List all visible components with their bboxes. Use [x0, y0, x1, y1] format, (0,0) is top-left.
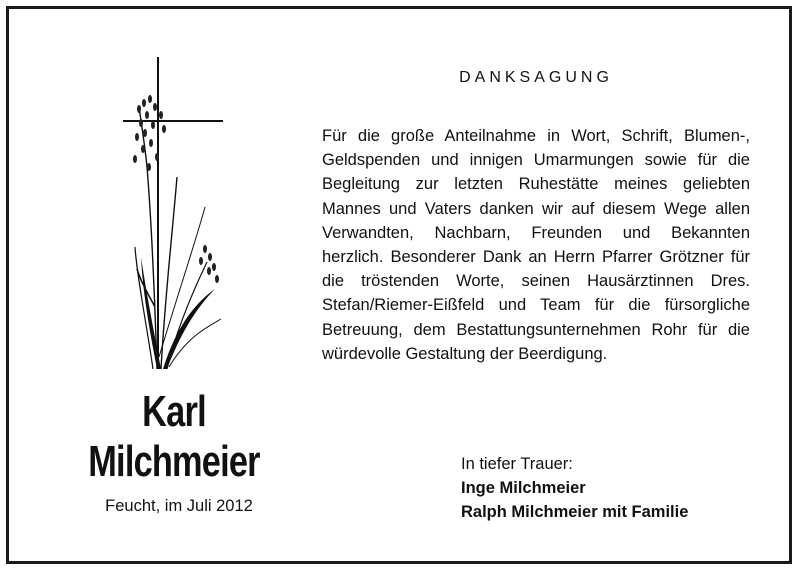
thanks-paragraph: Für die große Anteilnahme in Wort, Schrift, Blumen-, Geldspenden und innigen Umarmungen sowie für die Begleitung zur letzten Ruhestätte meines geliebten Mannes und Vaters danken wir auf diesem Wege allen Verwandten, Nachbarn, Freunden und Bekannten herzlich. Besonderer Dank an Herrn Pfarrer Grötzner für die tröstenden Worte, seinen Hausärztinnen Dres. Stefan/Riemer-Eißfeld und Team für die fürsorgliche Betreuung, dem Bestattungsunternehmen Rohr für die würdevolle Gestaltung der Beerdigung. — [322, 127, 750, 363]
cross-with-grass-icon — [117, 57, 237, 369]
place-and-date: Feucht, im Juli 2012 — [105, 497, 253, 515]
mourning-label: In tiefer Trauer: — [461, 455, 573, 473]
mourner-name: Inge Milchmeier — [461, 479, 586, 497]
notice-heading: DANKSAGUNG — [459, 69, 613, 86]
deceased-name — [69, 387, 280, 487]
mourner-name: Ralph Milchmeier mit Familie — [461, 503, 689, 521]
deceased-last-name: Milchmeier — [88, 437, 260, 486]
mourners-block — [461, 452, 791, 524]
deceased-first-name: Karl — [142, 387, 206, 436]
notice-frame — [6, 6, 792, 564]
